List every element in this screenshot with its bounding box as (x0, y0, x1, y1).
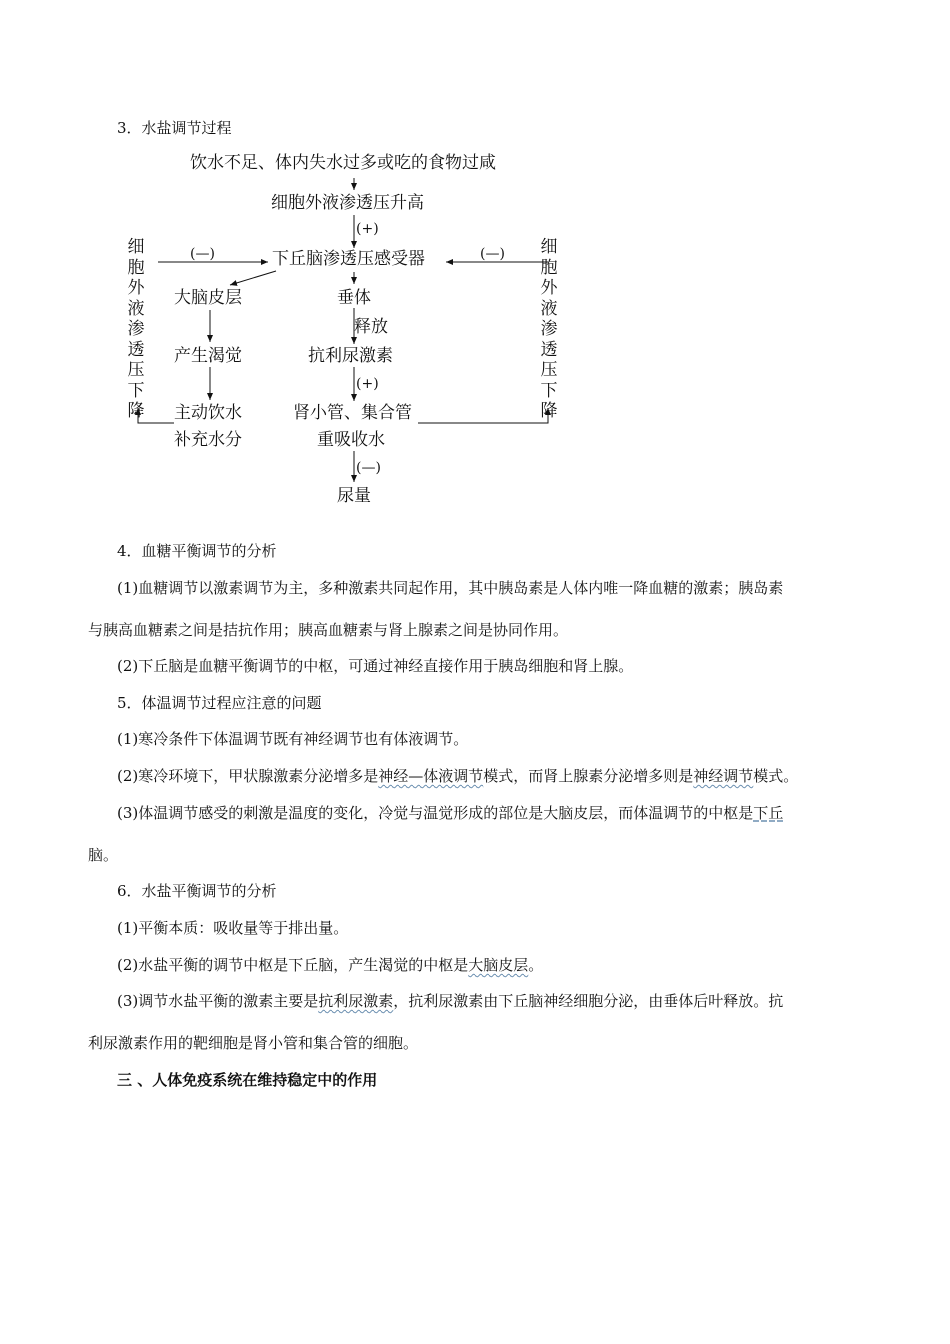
section-5-para-2-post: 模式。 (753, 767, 799, 785)
diagram-minus-left: (—) (190, 246, 215, 262)
section-5-para-2-underline-1: 神经—体液调节 (378, 767, 484, 785)
diagram-release: 释放 (354, 317, 388, 337)
section-6-para-2 (117, 955, 543, 975)
diagram-right-osmotic-drop: 细胞外液渗透压下降 (540, 237, 558, 421)
section-6-para-3-underline: 抗利尿激素 (318, 992, 394, 1010)
diagram-pituitary: 垂体 (337, 288, 371, 308)
section-5-para-3a (117, 803, 783, 823)
section-6-para-2-pre: (2)水盐平衡的调节中枢是下丘脑，产生渴觉的中枢是 (117, 956, 469, 974)
diagram-thirst: 产生渴觉 (174, 346, 242, 366)
section-heading-immune: 三 、人体免疫系统在维持稳定中的作用 (117, 1071, 378, 1089)
section-6-para-3-pre: (3)调节水盐平衡的激素主要是 (117, 992, 319, 1010)
section-6-para-2-post: 。 (528, 956, 544, 974)
diagram-top-cause: 饮水不足、体内失水过多或吃的食物过咸 (190, 153, 496, 173)
section-6-para-2-underline: 大脑皮层 (468, 956, 529, 974)
section-5-para-1: (1)寒冷条件下体温调节既有神经调节也有体液调节。 (117, 730, 469, 748)
section-4-title: 4．血糖平衡调节的分析 (117, 542, 277, 560)
section-5-para-3-pre: (3)体温调节感受的刺激是温度的变化，冷觉与温觉形成的部位是大脑皮层，而体温调节的中枢是 (117, 804, 754, 822)
diagram-minus-right: (—) (480, 246, 505, 262)
diagram-left-osmotic-drop: 细胞外液渗透压下降 (127, 237, 145, 421)
diagram-plus-2: (+) (356, 376, 379, 392)
diagram-reabsorption: 重吸收水 (317, 430, 385, 450)
diagram-drink-water: 主动饮水 (174, 403, 242, 423)
section-5-para-2-mid: 模式，而肾上腺素分泌增多则是 (483, 767, 694, 785)
arrow-receptor-to-cortex (230, 271, 276, 285)
water-salt-regulation-diagram (110, 145, 580, 515)
section-6-para-3a (117, 991, 783, 1011)
section-5-para-3-underline: 下丘 (753, 804, 784, 822)
diagram-adh: 抗利尿激素 (308, 346, 393, 366)
section-5-para-2-underline-2: 神经调节 (693, 767, 754, 785)
section-5-para-2-pre: (2)寒冷环境下，甲状腺激素分泌增多是 (117, 767, 379, 785)
section-5-para-3b: 脑。 (88, 846, 119, 864)
section-6-title: 6．水盐平衡调节的分析 (117, 882, 277, 900)
diagram-osmotic-rise: 细胞外液渗透压升高 (271, 193, 424, 213)
section-3-title: 3．水盐调节过程 (117, 119, 232, 137)
diagram-replenish-water: 补充水分 (174, 430, 242, 450)
section-6-para-3b: 利尿激素作用的靶细胞是肾小管和集合管的细胞。 (88, 1034, 419, 1052)
section-5-title: 5．体温调节过程应注意的问题 (117, 694, 322, 712)
section-6-para-3-post: ，抗利尿激素由下丘脑神经细胞分泌，由垂体后叶释放。抗 (393, 992, 784, 1010)
diagram-minus-3: (—) (356, 460, 381, 476)
diagram-urine-volume: 尿量 (337, 486, 371, 506)
section-4-para-1a: (1)血糖调节以激素调节为主，多种激素共同起作用，其中胰岛素是人体内唯一降血糖的激素；胰岛素 (117, 579, 784, 597)
diagram-renal-tubule: 肾小管、集合管 (293, 403, 412, 423)
diagram-hypothalamus-receptor: 下丘脑渗透压感受器 (272, 249, 425, 269)
section-6-para-1: (1)平衡本质：吸收量等于排出量。 (117, 919, 349, 937)
diagram-plus-1: (+) (356, 221, 379, 237)
diagram-cerebral-cortex: 大脑皮层 (174, 288, 242, 308)
section-4-para-2: (2)下丘脑是血糖平衡调节的中枢，可通过神经直接作用于胰岛细胞和肾上腺。 (117, 657, 634, 675)
arrow-tubule-to-right-side (418, 408, 548, 423)
section-5-para-2 (117, 766, 798, 786)
section-4-para-1b: 与胰高血糖素之间是拮抗作用；胰高血糖素与肾上腺素之间是协同作用。 (88, 621, 569, 639)
